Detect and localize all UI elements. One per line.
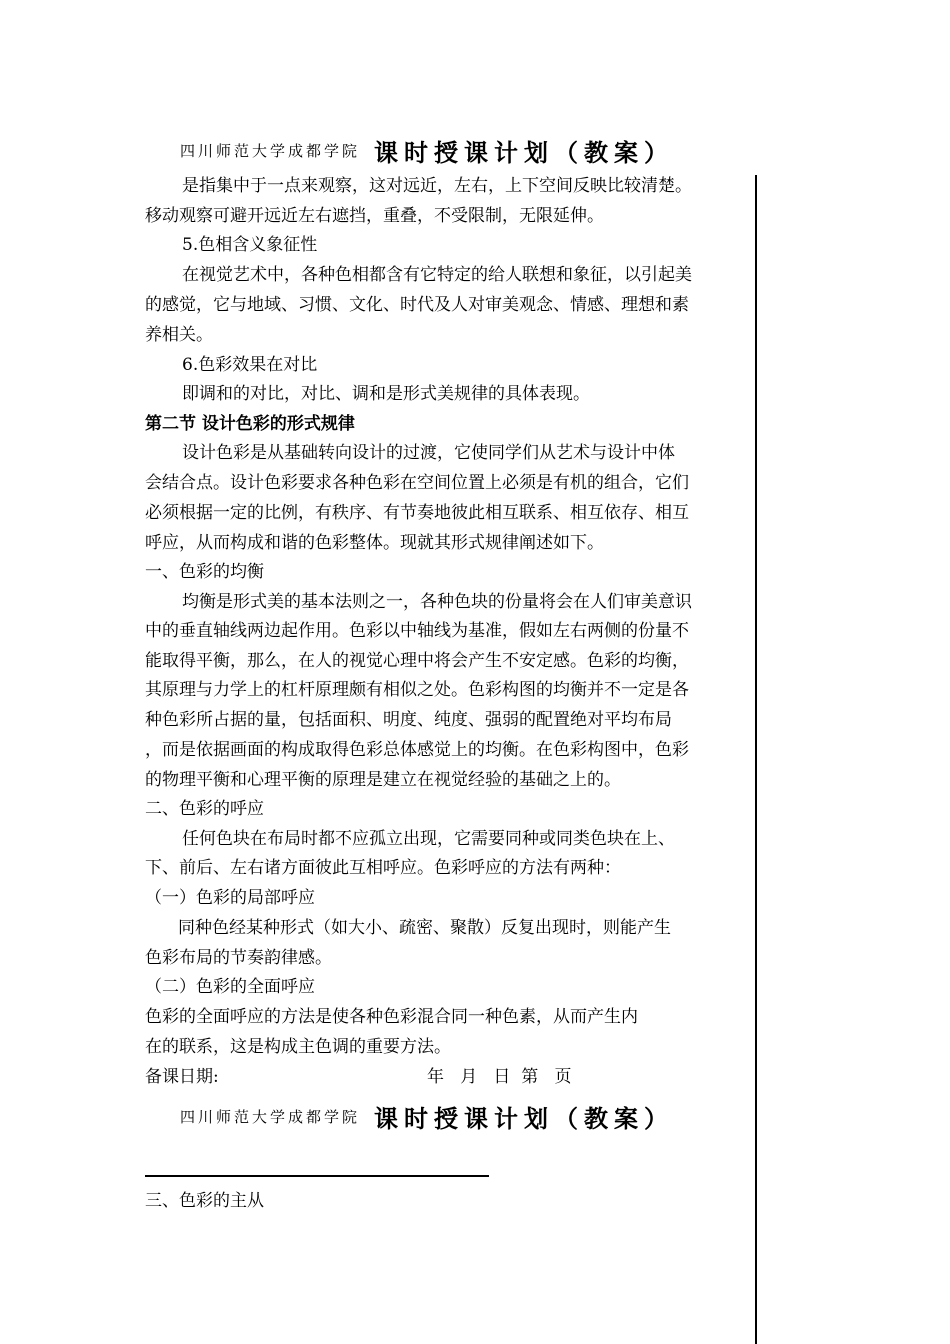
section-heading: 第二节 设计色彩的形式规律 xyxy=(145,414,355,434)
text-line: ，而是依据画面的构成取得色彩总体感觉上的均衡。在色彩构图中，色彩 xyxy=(145,740,689,760)
document-title: 课时授课计划（教案） xyxy=(374,1105,675,1133)
text-line: 均衡是形式美的基本法则之一，各种色块的份量将会在人们审美意识 xyxy=(182,592,692,612)
text-line: 同种色经某种形式（如大小、疏密、聚散）反复出现时，则能产生 xyxy=(178,918,671,938)
text-line: 会结合点。设计色彩要求各种色彩在空间位置上必须是有机的组合，它们 xyxy=(145,473,689,493)
text-line: 种色彩所占据的量，包括面积、明度、纯度、强弱的配置绝对平均布局 xyxy=(145,710,672,730)
subheading: 三、色彩的主从 xyxy=(145,1191,264,1211)
text-line: 在视觉艺术中，各种色相都含有它特定的给人联想和象征，以引起美 xyxy=(182,265,692,285)
text-line: 6.色彩效果在对比 xyxy=(182,355,318,375)
text-line: 5.色相含义象征性 xyxy=(182,235,318,255)
text-line: 呼应，从而构成和谐的色彩整体。现就其形式规律阐述如下。 xyxy=(145,533,604,553)
margin-rule xyxy=(755,175,757,1344)
header-rule xyxy=(145,1175,489,1177)
text-line: 必须根据一定的比例，有秩序、有节奏地彼此相互联系、相互依存、相互 xyxy=(145,503,689,523)
text-line: 是指集中于一点来观察，这对远近，左右，上下空间反映比较清楚。 xyxy=(182,176,692,196)
text-line: 中的垂直轴线两边起作用。色彩以中轴线为基准，假如左右两侧的份量不 xyxy=(145,621,689,641)
text-line: 色彩布局的节奏韵律感。 xyxy=(145,948,332,968)
text-line: 的感觉，它与地域、习惯、文化、时代及人对审美观念、情感、理想和素 xyxy=(145,295,689,315)
subheading: 一、色彩的均衡 xyxy=(145,562,264,582)
text-line: 即调和的对比，对比、调和是形式美规律的具体表现。 xyxy=(182,384,590,404)
school-name: 四川师范大学成都学院 xyxy=(180,1108,361,1126)
document-title: 课时授课计划（教案） xyxy=(374,139,675,167)
prep-date-label: 备课日期: xyxy=(145,1067,219,1087)
text-line: 其原理与力学上的杠杆原理颇有相似之处。色彩构图的均衡并不一定是各 xyxy=(145,680,689,700)
text-line: 在的联系，这是构成主色调的重要方法。 xyxy=(145,1037,451,1057)
subheading: 二、色彩的呼应 xyxy=(145,799,264,819)
page-header-2 xyxy=(180,1099,674,1134)
text-line: 的物理平衡和心理平衡的原理是建立在视觉经验的基础之上的。 xyxy=(145,770,621,790)
text-line: 色彩的全面呼应的方法是使各种色彩混合同一种色素，从而产生内 xyxy=(145,1007,638,1027)
date-page-fields: 年 月 日 第 页 xyxy=(427,1067,572,1087)
text-line: 能取得平衡，那么，在人的视觉心理中将会产生不安定感。色彩的均衡， xyxy=(145,651,689,671)
text-line: 设计色彩是从基础转向设计的过渡，它使同学们从艺术与设计中体 xyxy=(182,443,675,463)
school-name: 四川师范大学成都学院 xyxy=(180,142,361,160)
text-line: 移动观察可避开远近左右遮挡，重叠，不受限制，无限延伸。 xyxy=(145,206,604,226)
text-line: 养相关。 xyxy=(145,325,213,345)
page-header xyxy=(180,133,674,168)
text-line: 任何色块在布局时都不应孤立出现，它需要同种或同类色块在上、 xyxy=(182,829,675,849)
subheading: （一）色彩的局部呼应 xyxy=(145,888,315,908)
text-line: 下、前后、左右诸方面彼此互相呼应。色彩呼应的方法有两种： xyxy=(145,858,621,878)
subheading: （二）色彩的全面呼应 xyxy=(145,977,315,997)
